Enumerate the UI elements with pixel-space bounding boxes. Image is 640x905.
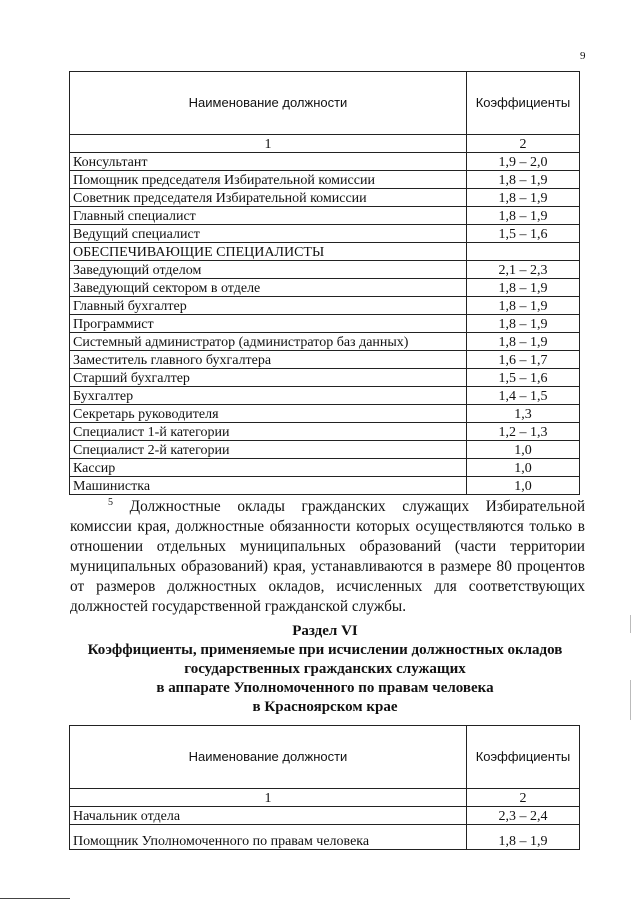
position-name: Бухгалтер xyxy=(70,387,467,405)
table-row xyxy=(70,171,580,189)
coefficients-table-1 xyxy=(69,71,580,495)
position-name: Главный специалист xyxy=(70,207,467,225)
position-name: Главный бухгалтер xyxy=(70,297,467,315)
position-name: Начальник отдела xyxy=(70,807,467,825)
footnote-text: Должностные оклады гражданских служащих Избирательной комиссии края, должностные обязанности которых осуществляются только в отношении отдельных муниципальных образований (части территории муниципальных образований) края, устанавливаются в размере 80 процентов от размеров должностных окладов, исчисленных для соответствующих должностей государственной гражданской службы. xyxy=(70,498,585,615)
table-row xyxy=(70,369,580,387)
column-number-row xyxy=(70,135,580,153)
column-number-2: 2 xyxy=(467,789,580,807)
coefficient-value: 1,6 – 1,7 xyxy=(467,351,580,369)
table-row xyxy=(70,459,580,477)
table-row xyxy=(70,441,580,459)
column-number-1: 1 xyxy=(70,135,467,153)
coefficient-value: 1,8 – 1,9 xyxy=(467,825,580,850)
position-name: Заведующий сектором в отделе xyxy=(70,279,467,297)
coefficient-value: 1,5 – 1,6 xyxy=(467,369,580,387)
position-name: Заместитель главного бухгалтера xyxy=(70,351,467,369)
table-row xyxy=(70,243,580,261)
table-row xyxy=(70,333,580,351)
column-header-coefficients: Коэффициенты xyxy=(467,72,580,135)
column-number-2: 2 xyxy=(467,135,580,153)
position-name: Консультант xyxy=(70,153,467,171)
section-title-line: в Красноярском крае xyxy=(252,699,398,715)
position-name: Специалист 1-й категории xyxy=(70,423,467,441)
position-name: Помощник Уполномоченного по правам человека xyxy=(70,825,467,850)
position-name: ОБЕСПЕЧИВАЮЩИЕ СПЕЦИАЛИСТЫ xyxy=(70,243,467,261)
coefficients-table-2 xyxy=(69,725,580,850)
coefficient-value xyxy=(467,243,580,261)
coefficient-value: 1,8 – 1,9 xyxy=(467,333,580,351)
table-row xyxy=(70,807,580,825)
coefficient-value: 1,3 xyxy=(467,405,580,423)
position-name: Ведущий специалист xyxy=(70,225,467,243)
footnote-marker: 5 xyxy=(108,497,113,508)
column-header-position: Наименование должности xyxy=(70,72,467,135)
coefficient-value: 1,4 – 1,5 xyxy=(467,387,580,405)
page-number: 9 xyxy=(580,50,586,62)
position-name: Старший бухгалтер xyxy=(70,369,467,387)
footnote xyxy=(70,493,585,617)
table-row xyxy=(70,279,580,297)
table-row xyxy=(70,387,580,405)
position-name: Кассир xyxy=(70,459,467,477)
table-row xyxy=(70,423,580,441)
coefficient-value: 1,0 xyxy=(467,441,580,459)
position-name: Секретарь руководителя xyxy=(70,405,467,423)
coefficient-value: 1,8 – 1,9 xyxy=(467,279,580,297)
section-title xyxy=(60,641,590,717)
column-header-position: Наименование должности xyxy=(70,726,467,789)
column-number-1: 1 xyxy=(70,789,467,807)
column-header-coefficients: Коэффициенты xyxy=(467,726,580,789)
section-title-line: государственных гражданских служащих xyxy=(184,661,466,677)
table-row xyxy=(70,477,580,495)
table-row xyxy=(70,405,580,423)
coefficient-value: 1,8 – 1,9 xyxy=(467,207,580,225)
table-row xyxy=(70,207,580,225)
position-name: Программист xyxy=(70,315,467,333)
position-name: Заведующий отделом xyxy=(70,261,467,279)
coefficient-value: 1,0 xyxy=(467,477,580,495)
coefficient-value: 1,5 – 1,6 xyxy=(467,225,580,243)
table-header-row xyxy=(70,72,580,135)
section-label: Раздел VI xyxy=(292,623,358,639)
page-corner-line xyxy=(0,898,70,899)
column-number-row xyxy=(70,789,580,807)
coefficient-value: 1,2 – 1,3 xyxy=(467,423,580,441)
coefficient-value: 1,9 – 2,0 xyxy=(467,153,580,171)
position-name: Системный администратор (администратор баз данных) xyxy=(70,333,467,351)
coefficient-value: 1,8 – 1,9 xyxy=(467,171,580,189)
table-row xyxy=(70,189,580,207)
position-name: Советник председателя Избирательной комиссии xyxy=(70,189,467,207)
table-row xyxy=(70,825,580,850)
table-row xyxy=(70,351,580,369)
table-row xyxy=(70,225,580,243)
section-title-line: Коэффициенты, применяемые при исчислении должностных окладов xyxy=(87,642,563,658)
coefficient-value: 1,8 – 1,9 xyxy=(467,315,580,333)
margin-mark xyxy=(630,680,631,720)
section-title-line: в аппарате Уполномоченного по правам человека xyxy=(156,680,494,696)
coefficient-value: 1,0 xyxy=(467,459,580,477)
table-row xyxy=(70,261,580,279)
table-row xyxy=(70,315,580,333)
table-row xyxy=(70,153,580,171)
table-header-row xyxy=(70,726,580,789)
coefficient-value: 1,8 – 1,9 xyxy=(467,297,580,315)
position-name: Специалист 2-й категории xyxy=(70,441,467,459)
margin-mark xyxy=(630,615,631,633)
position-name: Помощник председателя Избирательной комиссии xyxy=(70,171,467,189)
coefficient-value: 1,8 – 1,9 xyxy=(467,189,580,207)
coefficient-value: 2,1 – 2,3 xyxy=(467,261,580,279)
coefficient-value: 2,3 – 2,4 xyxy=(467,807,580,825)
position-name: Машинистка xyxy=(70,477,467,495)
table-row xyxy=(70,297,580,315)
